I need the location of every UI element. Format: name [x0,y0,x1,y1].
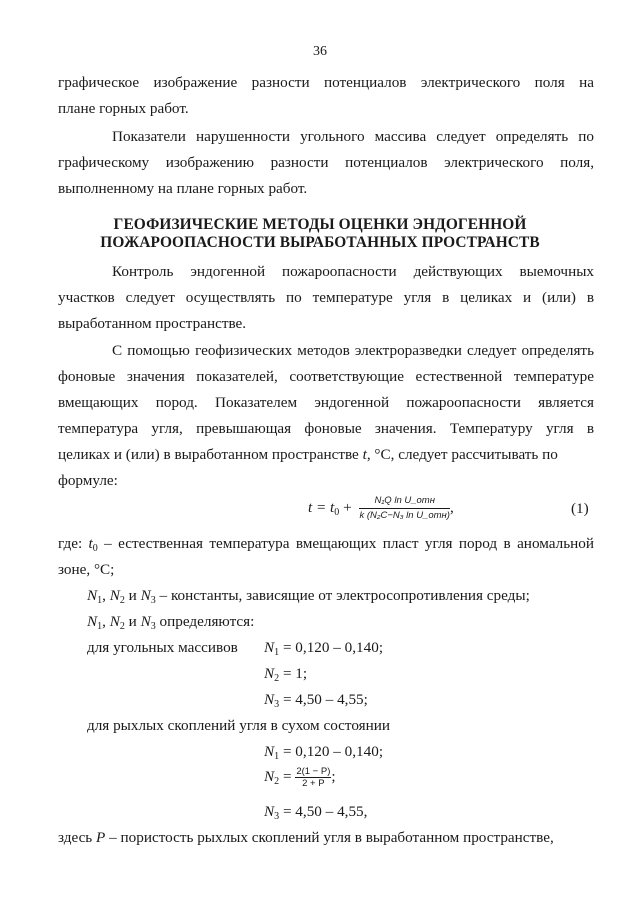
loose-n3: $N_3 = 4,50 - 4,55$, [264,803,368,822]
paragraph-4-line-2: фоновые значения показателей, соответствующие естественной температуре [58,368,594,385]
paragraph-3-line-3: выработанном пространстве. [58,315,247,332]
page-number: 36 [313,44,327,59]
where-line-2: зоне, °С; [58,561,115,578]
paragraph-4-line-5-part-a: целиках и (или) в выработанном пространстве t, °С, следует рассчитывать по [58,446,558,463]
loose-n2: $N_2$ = $\frac{2(1 - P)}{2 + P}$ ; [264,766,336,789]
loose-n2-fraction: $\frac{2(1 - P)}{2 + P}$ [296,766,331,789]
paragraph-4-line-1: С помощью геофизических методов электроразведки следует определять [112,342,594,359]
paragraph-2-line-3: выполненному на плане горных работ. [58,180,308,197]
paragraph-4-line-4: температура угля, превышающая фоновые значения. Температуру угля в [58,420,594,437]
formula-numerator: N₁Q ln U_отн [359,495,449,509]
defined-line: $N_1$, $N_2$ и $N_3$ определяются: [87,613,255,632]
paragraph-4-line-3: вмещающих пород. Показателем эндогенной пожароопасности является [58,394,594,411]
paragraph-2-line-2: графическому изображению разности потенциалов электрического поля, [58,154,594,171]
paragraph-4-line-6: формуле: [58,472,118,489]
section-heading-line-2: ПОЖАРООПАСНОСТИ ВЫРАБОТАННЫХ ПРОСТРАНСТВ [100,234,540,251]
loose-coal-label: для рыхлых скоплений угля в сухом состоянии [87,717,391,734]
paragraph-3-line-2: участков следует осуществлять по температуре угля в целиках и (или) в [58,289,594,306]
paragraph-3-line-1: Контроль эндогенной пожароопасности действующих выемочных [112,263,594,280]
variable-t: t [362,446,367,463]
where-line-1: где: $t_0$ – естественная температура вмещающих пласт угля пород в аномальной [58,535,594,554]
paragraph-4-line-5 [58,446,594,464]
coal-n2: $N_2 = 1$; [264,665,308,684]
last-line: здесь P – пористость рыхлых скоплений угля в выработанном пространстве, [58,829,554,846]
coal-massifs-label: для угольных массивов [87,639,238,656]
equation-number: (1) [571,500,589,517]
paragraph-2-line-1: Показатели нарушенности угольного массива следует определять по [112,128,594,145]
constants-line: $N_1$, $N_2$ и $N_3$ – константы, зависящие от электросопротивления среды; [87,587,530,606]
section-heading-line-1: ГЕОФИЗИЧЕСКИЕ МЕТОДЫ ОЦЕНКИ ЭНДОГЕННОЙ [113,216,527,233]
loose-n1: $N_1 = 0,120 - 0,140$; [264,743,384,762]
coal-n3: $N_3 = 4,50 - 4,55$; [264,691,368,710]
formula-1: $t = t_0$ + $\frac{\text{N₁Q ln U\_отн}}{\text{k (N₂C−N₃ ln U\_отн)}}$ , [308,495,454,521]
formula-fraction [359,495,449,522]
paragraph-1-line-2: плане горных работ. [58,100,189,117]
paragraph-1-line-1: графическое изображение разности потенциалов электрического поля на [58,74,594,91]
formula-denominator: k (N₂C−N₃ ln U_отн) [359,510,450,521]
coal-n1: $N_1 = 0,120 - 0,140$; [264,639,384,658]
